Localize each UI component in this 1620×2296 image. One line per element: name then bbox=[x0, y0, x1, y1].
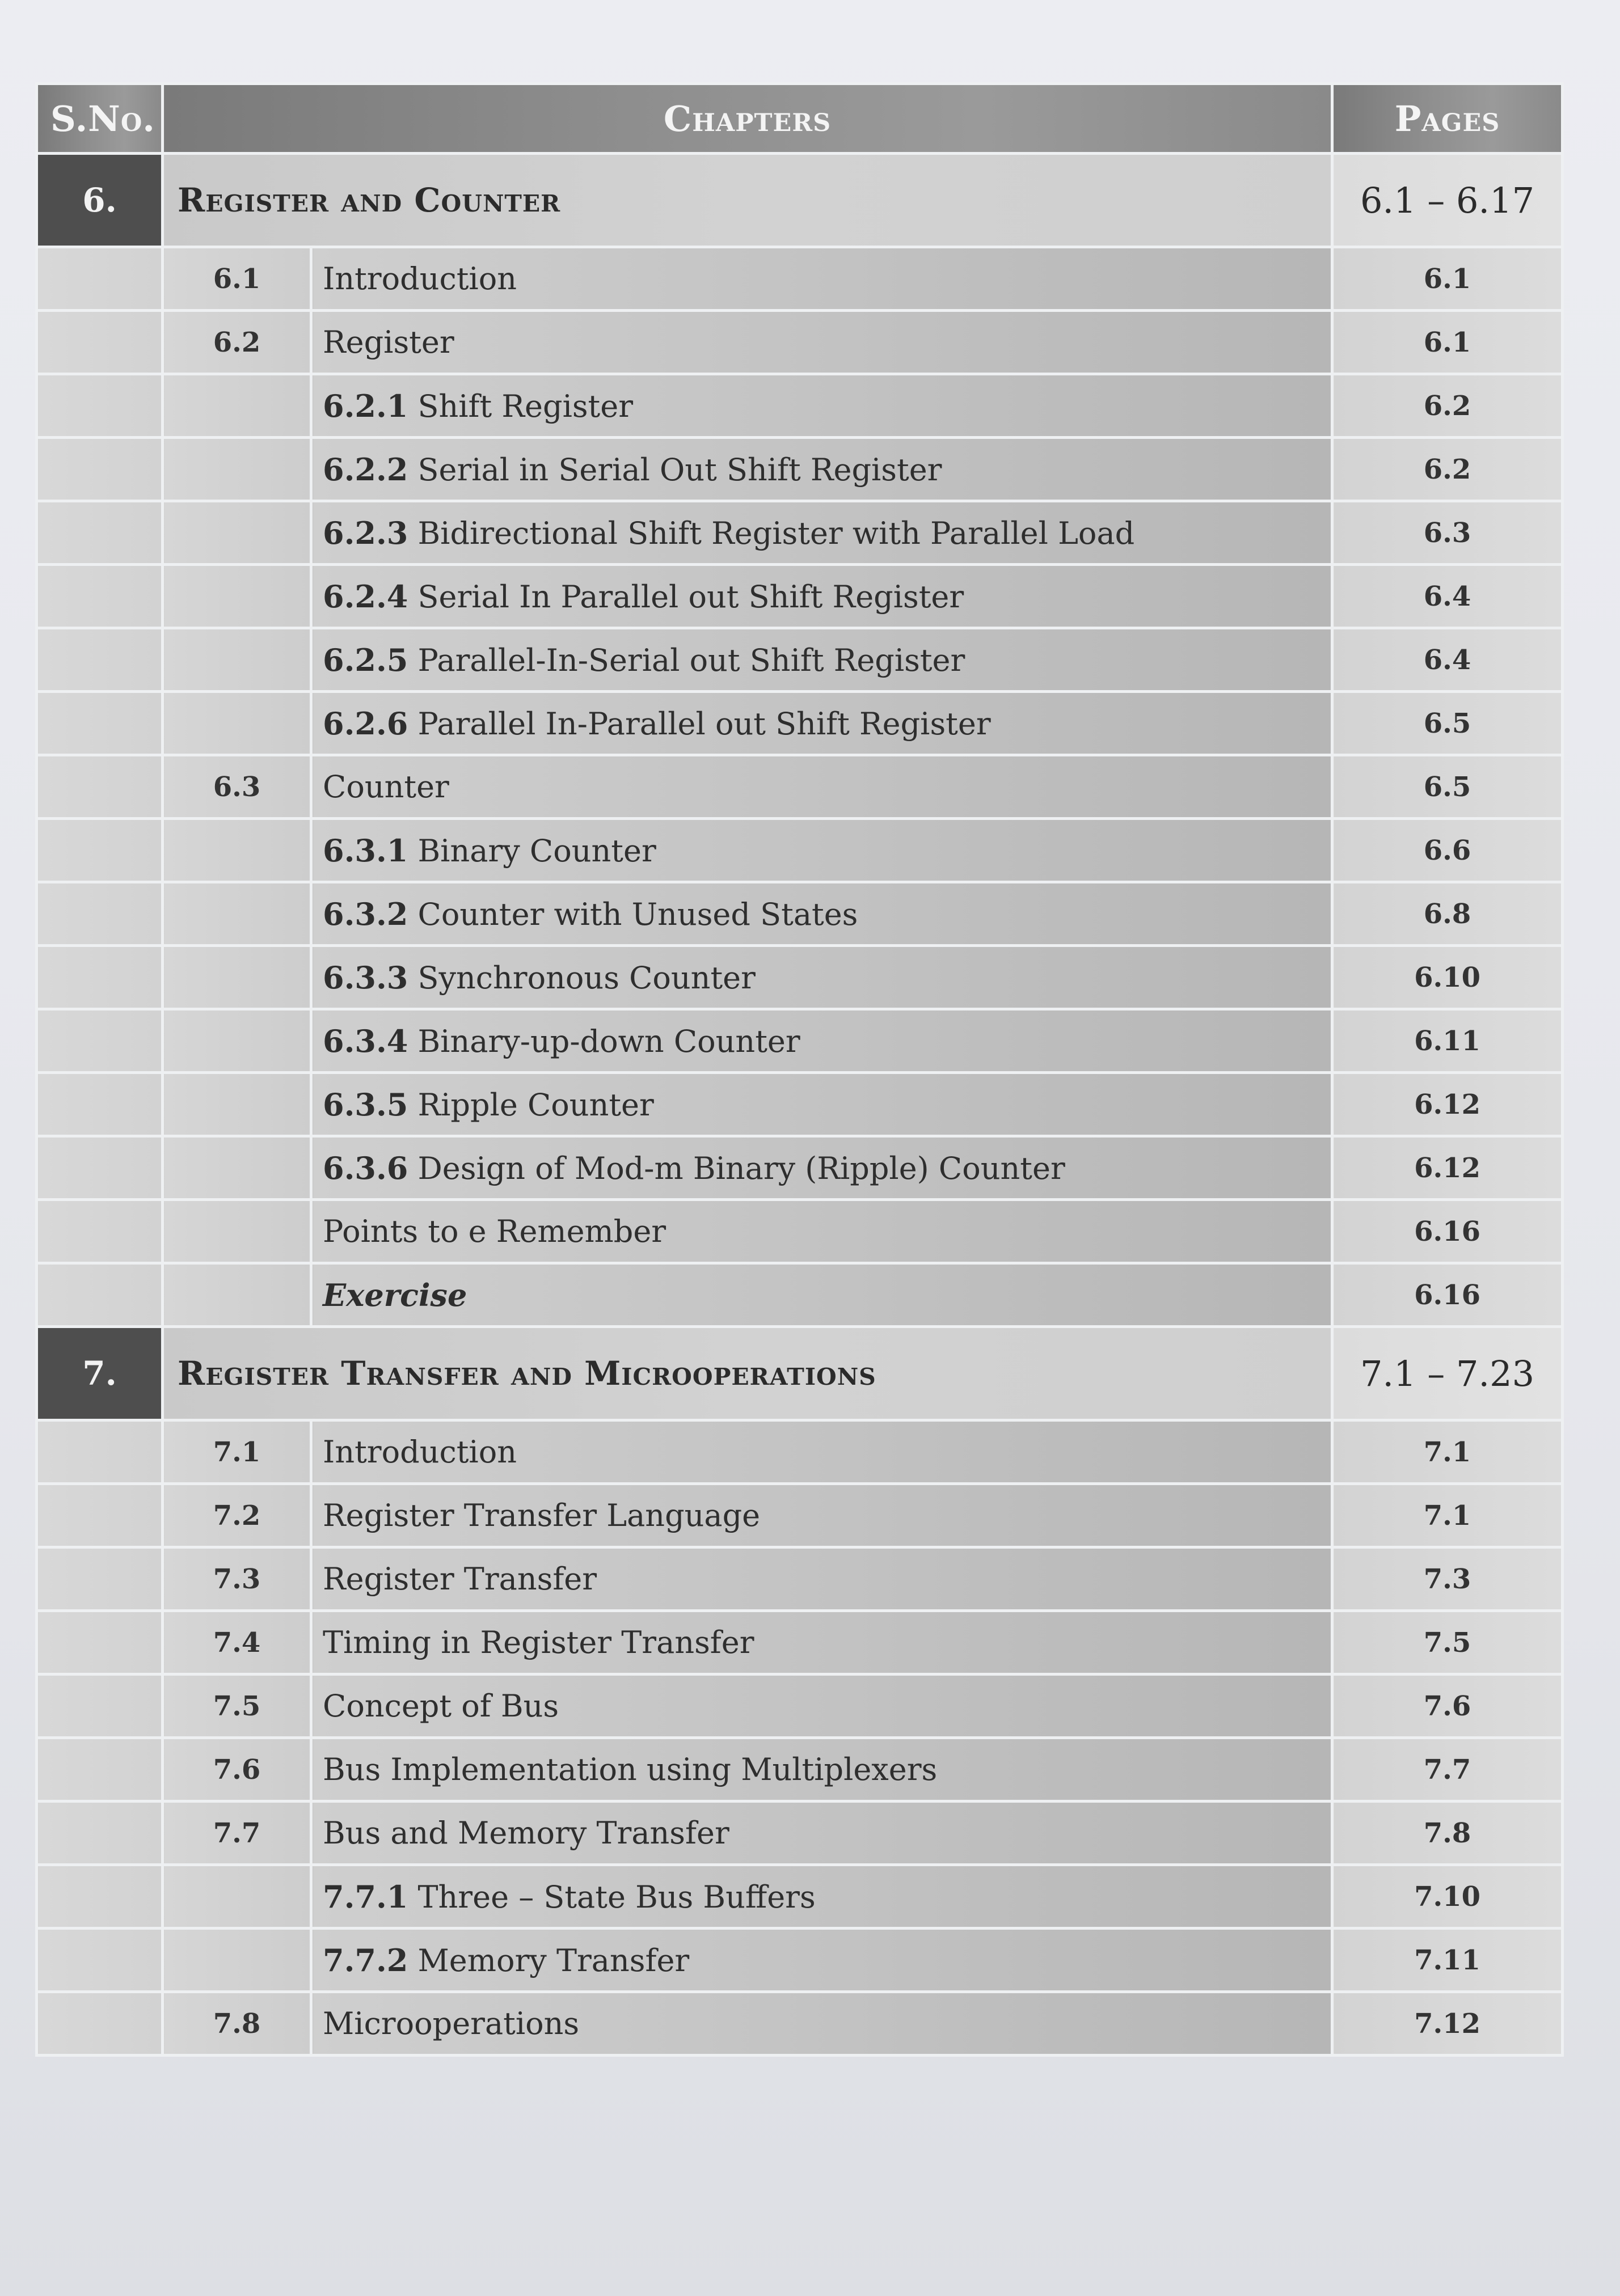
toc-entry-row bbox=[37, 819, 1563, 882]
toc-entry-row bbox=[37, 1263, 1563, 1327]
entry-title: Binary-up-down Counter bbox=[417, 1023, 800, 1059]
page-number: 6.12 bbox=[1332, 1073, 1563, 1136]
table-body bbox=[37, 154, 1563, 2056]
blank-cell bbox=[37, 1929, 163, 1992]
subsection-number: 6.3.6 bbox=[323, 1149, 408, 1186]
entry-title-cell bbox=[311, 1929, 1332, 1992]
toc-entry-row bbox=[37, 1992, 1563, 2056]
entry-title: Design of Mod-m Binary (Ripple) Counter bbox=[417, 1150, 1065, 1186]
page-number: 6.1 bbox=[1332, 311, 1563, 374]
entry-title: Binary Counter bbox=[417, 832, 656, 869]
entry-title: Points to e Remember bbox=[323, 1213, 666, 1249]
subsection-number: 6.2.2 bbox=[323, 451, 408, 488]
toc-entry-row bbox=[37, 1420, 1563, 1484]
subsection-number: 6.2.1 bbox=[323, 387, 408, 424]
section-number: 6.3 bbox=[163, 755, 311, 819]
section-number bbox=[163, 438, 311, 501]
entry-title-cell bbox=[311, 1992, 1332, 2056]
toc-entry-row bbox=[37, 1802, 1563, 1865]
page-number: 6.1 bbox=[1332, 247, 1563, 311]
entry-title: Serial in Serial Out Shift Register bbox=[417, 451, 942, 488]
section-number bbox=[163, 1865, 311, 1929]
section-number: 7.1 bbox=[163, 1420, 311, 1484]
toc-entry-row bbox=[37, 1929, 1563, 1992]
entry-title-cell bbox=[311, 1009, 1332, 1073]
blank-cell bbox=[37, 1200, 163, 1263]
page-number: 7.8 bbox=[1332, 1802, 1563, 1865]
toc-entry-row bbox=[37, 1547, 1563, 1611]
subsection-number: 6.3.4 bbox=[323, 1022, 408, 1059]
section-number: 6.2 bbox=[163, 311, 311, 374]
entry-title-cell bbox=[311, 1611, 1332, 1675]
section-number bbox=[163, 501, 311, 565]
entry-title: Counter bbox=[323, 769, 449, 805]
blank-cell bbox=[37, 628, 163, 692]
section-number: 7.4 bbox=[163, 1611, 311, 1675]
chapter-title: Register and Counter bbox=[163, 154, 1332, 247]
toc-entry-row bbox=[37, 1136, 1563, 1200]
entry-title-cell bbox=[311, 1865, 1332, 1929]
entry-title-cell bbox=[311, 501, 1332, 565]
section-number bbox=[163, 565, 311, 628]
entry-title: Exercise bbox=[323, 1276, 467, 1313]
entry-title-cell bbox=[311, 247, 1332, 311]
blank-cell bbox=[37, 311, 163, 374]
entry-title: Register Transfer bbox=[323, 1561, 597, 1597]
entry-title-cell bbox=[311, 438, 1332, 501]
blank-cell bbox=[37, 1865, 163, 1929]
section-number: 7.5 bbox=[163, 1675, 311, 1738]
subsection-number: 7.7.1 bbox=[323, 1878, 408, 1915]
blank-cell bbox=[37, 1802, 163, 1865]
entry-title: Bus and Memory Transfer bbox=[323, 1815, 729, 1851]
page-number: 7.10 bbox=[1332, 1865, 1563, 1929]
subsection-number: 7.7.2 bbox=[323, 1942, 408, 1978]
toc-entry-row bbox=[37, 438, 1563, 501]
entry-title-cell bbox=[311, 1547, 1332, 1611]
entry-title-cell bbox=[311, 1484, 1332, 1547]
entry-title: Parallel In-Parallel out Shift Register bbox=[417, 705, 991, 742]
subsection-number: 6.2.3 bbox=[323, 514, 408, 551]
toc-entry-row bbox=[37, 628, 1563, 692]
page-number: 7.5 bbox=[1332, 1611, 1563, 1675]
page-number: 7.6 bbox=[1332, 1675, 1563, 1738]
page-number: 7.7 bbox=[1332, 1738, 1563, 1802]
entry-title-cell bbox=[311, 819, 1332, 882]
entry-title: Synchronous Counter bbox=[417, 959, 756, 996]
section-number bbox=[163, 1009, 311, 1073]
blank-cell bbox=[37, 1611, 163, 1675]
subsection-number: 6.2.5 bbox=[323, 641, 408, 678]
subsection-number: 6.3.2 bbox=[323, 895, 408, 932]
section-number bbox=[163, 819, 311, 882]
section-number: 7.6 bbox=[163, 1738, 311, 1802]
blank-cell bbox=[37, 1547, 163, 1611]
entry-title: Bidirectional Shift Register with Parallel Load bbox=[417, 515, 1135, 551]
blank-cell bbox=[37, 1009, 163, 1073]
header-pages: Pages bbox=[1332, 84, 1563, 154]
header-sno: S.No. bbox=[37, 84, 163, 154]
page-number: 7.1 bbox=[1332, 1484, 1563, 1547]
section-number: 7.2 bbox=[163, 1484, 311, 1547]
entry-title-cell bbox=[311, 1263, 1332, 1327]
toc-entry-row bbox=[37, 1073, 1563, 1136]
section-number bbox=[163, 1136, 311, 1200]
entry-title-cell bbox=[311, 946, 1332, 1009]
section-number bbox=[163, 882, 311, 946]
page-number: 6.2 bbox=[1332, 438, 1563, 501]
subsection-number: 6.2.6 bbox=[323, 705, 408, 742]
subsection-number: 6.3.1 bbox=[323, 832, 408, 869]
blank-cell bbox=[37, 882, 163, 946]
blank-cell bbox=[37, 1484, 163, 1547]
page-number: 6.5 bbox=[1332, 755, 1563, 819]
blank-cell bbox=[37, 1992, 163, 2056]
entry-title-cell bbox=[311, 628, 1332, 692]
blank-cell bbox=[37, 1420, 163, 1484]
page-number: 6.5 bbox=[1332, 692, 1563, 755]
contents-table bbox=[35, 82, 1564, 2057]
entry-title: Shift Register bbox=[417, 388, 634, 424]
page-number: 6.12 bbox=[1332, 1136, 1563, 1200]
section-number bbox=[163, 628, 311, 692]
page-number: 6.6 bbox=[1332, 819, 1563, 882]
toc-entry-row bbox=[37, 946, 1563, 1009]
page-number: 6.16 bbox=[1332, 1200, 1563, 1263]
page-number: 7.11 bbox=[1332, 1929, 1563, 1992]
entry-title-cell bbox=[311, 1738, 1332, 1802]
page-number: 6.8 bbox=[1332, 882, 1563, 946]
entry-title: Concept of Bus bbox=[323, 1688, 559, 1724]
entry-title: Three – State Bus Buffers bbox=[417, 1879, 816, 1915]
section-number bbox=[163, 946, 311, 1009]
chapter-row bbox=[37, 154, 1563, 247]
toc-entry-row bbox=[37, 247, 1563, 311]
subsection-number: 6.3.3 bbox=[323, 959, 408, 996]
page-number: 7.1 bbox=[1332, 1420, 1563, 1484]
entry-title-cell bbox=[311, 1420, 1332, 1484]
toc-entry-row bbox=[37, 755, 1563, 819]
blank-cell bbox=[37, 565, 163, 628]
entry-title-cell bbox=[311, 1073, 1332, 1136]
toc-entry-row bbox=[37, 1611, 1563, 1675]
section-number bbox=[163, 692, 311, 755]
entry-title-cell bbox=[311, 374, 1332, 438]
section-number bbox=[163, 1200, 311, 1263]
blank-cell bbox=[37, 755, 163, 819]
page-number: 6.4 bbox=[1332, 565, 1563, 628]
blank-cell bbox=[37, 247, 163, 311]
page-number: 6.11 bbox=[1332, 1009, 1563, 1073]
blank-cell bbox=[37, 692, 163, 755]
toc-entry-row bbox=[37, 501, 1563, 565]
page-number: 6.2 bbox=[1332, 374, 1563, 438]
entry-title: Serial In Parallel out Shift Register bbox=[417, 578, 964, 615]
toc-entry-row bbox=[37, 1009, 1563, 1073]
blank-cell bbox=[37, 1738, 163, 1802]
blank-cell bbox=[37, 438, 163, 501]
section-number bbox=[163, 374, 311, 438]
entry-title: Introduction bbox=[323, 261, 517, 297]
blank-cell bbox=[37, 1073, 163, 1136]
entry-title: Bus Implementation using Multiplexers bbox=[323, 1752, 938, 1787]
entry-title-cell bbox=[311, 882, 1332, 946]
blank-cell bbox=[37, 374, 163, 438]
subsection-number: 6.3.5 bbox=[323, 1086, 408, 1123]
chapter-number: 6. bbox=[37, 154, 163, 247]
chapter-number: 7. bbox=[37, 1327, 163, 1420]
toc-entry-row bbox=[37, 882, 1563, 946]
entry-title-cell bbox=[311, 1802, 1332, 1865]
section-number: 7.7 bbox=[163, 1802, 311, 1865]
page-number: 7.3 bbox=[1332, 1547, 1563, 1611]
section-number: 7.8 bbox=[163, 1992, 311, 2056]
blank-cell bbox=[37, 946, 163, 1009]
toc-entry-row bbox=[37, 1200, 1563, 1263]
section-number: 6.1 bbox=[163, 247, 311, 311]
entry-title-cell bbox=[311, 311, 1332, 374]
page-number: 6.10 bbox=[1332, 946, 1563, 1009]
entry-title-cell bbox=[311, 1675, 1332, 1738]
page-number: 6.3 bbox=[1332, 501, 1563, 565]
toc-entry-row bbox=[37, 565, 1563, 628]
toc-entry-row bbox=[37, 1484, 1563, 1547]
toc-entry-row bbox=[37, 374, 1563, 438]
entry-title: Ripple Counter bbox=[417, 1086, 654, 1123]
entry-title: Microoperations bbox=[323, 2006, 580, 2041]
header-chapters: Chapters bbox=[163, 84, 1332, 154]
section-number bbox=[163, 1929, 311, 1992]
entry-title-cell bbox=[311, 1200, 1332, 1263]
entry-title: Introduction bbox=[323, 1434, 517, 1470]
chapter-page-range: 6.1 – 6.17 bbox=[1332, 154, 1563, 247]
chapter-title: Register Transfer and Microoperations bbox=[163, 1327, 1332, 1420]
page-number: 7.12 bbox=[1332, 1992, 1563, 2056]
section-number bbox=[163, 1073, 311, 1136]
entry-title: Register bbox=[323, 324, 454, 360]
blank-cell bbox=[37, 1675, 163, 1738]
entry-title: Register Transfer Language bbox=[323, 1498, 761, 1533]
blank-cell bbox=[37, 819, 163, 882]
toc-entry-row bbox=[37, 1738, 1563, 1802]
entry-title: Timing in Register Transfer bbox=[323, 1625, 754, 1660]
toc-entry-row bbox=[37, 1675, 1563, 1738]
toc-entry-row bbox=[37, 1865, 1563, 1929]
entry-title: Parallel-In-Serial out Shift Register bbox=[417, 642, 965, 678]
entry-title: Counter with Unused States bbox=[417, 896, 858, 932]
blank-cell bbox=[37, 1136, 163, 1200]
entry-title-cell bbox=[311, 565, 1332, 628]
table-of-contents bbox=[35, 82, 1561, 2057]
blank-cell bbox=[37, 501, 163, 565]
chapter-row bbox=[37, 1327, 1563, 1420]
entry-title: Memory Transfer bbox=[417, 1942, 690, 1978]
section-number: 7.3 bbox=[163, 1547, 311, 1611]
toc-entry-row bbox=[37, 692, 1563, 755]
chapter-page-range: 7.1 – 7.23 bbox=[1332, 1327, 1563, 1420]
page-number: 6.16 bbox=[1332, 1263, 1563, 1327]
page-number: 6.4 bbox=[1332, 628, 1563, 692]
subsection-number: 6.2.4 bbox=[323, 578, 408, 615]
section-number bbox=[163, 1263, 311, 1327]
table-header-row bbox=[37, 84, 1563, 154]
blank-cell bbox=[37, 1263, 163, 1327]
entry-title-cell bbox=[311, 755, 1332, 819]
toc-entry-row bbox=[37, 311, 1563, 374]
entry-title-cell bbox=[311, 692, 1332, 755]
entry-title-cell bbox=[311, 1136, 1332, 1200]
